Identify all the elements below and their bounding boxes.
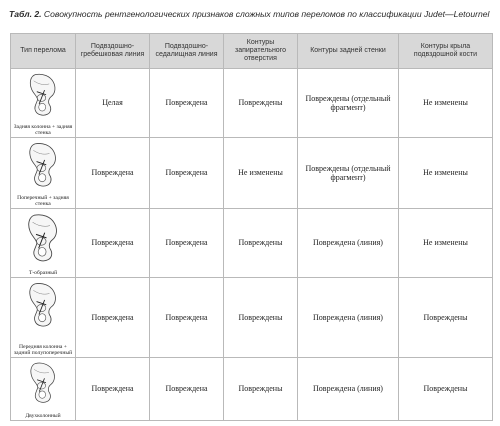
column-header-type: Тип перелома bbox=[11, 34, 76, 69]
table-cell: Повреждена bbox=[150, 69, 224, 138]
pelvis-fracture-icon bbox=[25, 359, 61, 405]
table-cell: Целая bbox=[76, 69, 150, 138]
fracture-type-label: Передняя колонна + задний полупоперечный bbox=[13, 343, 73, 357]
pelvis-fracture-icon bbox=[24, 210, 62, 264]
fracture-type-cell bbox=[11, 138, 76, 209]
fracture-signs-table bbox=[10, 33, 493, 421]
table-cell: Повреждена (линия) bbox=[298, 278, 399, 358]
table-cell: Повреждены (отдельный фрагмент) bbox=[298, 69, 399, 138]
table-cell: Повреждена bbox=[150, 138, 224, 209]
table-row bbox=[11, 69, 493, 138]
table-cell: Повреждены bbox=[224, 69, 298, 138]
table-row bbox=[11, 278, 493, 358]
table-cell: Повреждена bbox=[150, 278, 224, 358]
fracture-type-cell bbox=[11, 209, 76, 278]
table-cell: Не изменены bbox=[399, 69, 493, 138]
fracture-type-label: Т-образный bbox=[28, 270, 58, 277]
table-row bbox=[11, 138, 493, 209]
caption-prefix: Табл. 2. bbox=[9, 9, 42, 19]
fracture-type-cell bbox=[11, 358, 76, 421]
table-cell: Повреждена (линия) bbox=[298, 209, 399, 278]
column-header-iliopectineal: Подвздошно-гребешковая линия bbox=[76, 34, 150, 69]
caption-text: Совокупность рентгенологических признаков сложных типов переломов по классификации Judet—Letournel bbox=[43, 9, 490, 19]
table-cell: Повреждены bbox=[224, 358, 298, 421]
table-cell: Повреждены bbox=[399, 358, 493, 421]
table-cell: Повреждены bbox=[399, 278, 493, 358]
fracture-type-label: Двухколонный bbox=[25, 413, 61, 420]
table-cell: Не изменены bbox=[399, 138, 493, 209]
pelvis-fracture-icon bbox=[24, 70, 62, 118]
fracture-type-label: Задняя колонна + задняя стенка bbox=[13, 123, 73, 137]
column-header-posterior-wall: Контуры задней стенки bbox=[298, 34, 399, 69]
fracture-type-cell bbox=[11, 278, 76, 358]
column-header-obturator: Контуры запирательного отверстия bbox=[224, 34, 298, 69]
table-cell: Повреждена (линия) bbox=[298, 358, 399, 421]
column-header-iliac-wing: Контуры крыла подвздошной кости bbox=[399, 34, 493, 69]
table-cell: Повреждены bbox=[224, 209, 298, 278]
table-cell: Повреждена bbox=[150, 358, 224, 421]
fracture-type-label: Поперечный + задняя стенка bbox=[17, 194, 69, 208]
table-cell: Повреждена bbox=[76, 358, 150, 421]
table-cell: Повреждены (отдельный фрагмент) bbox=[298, 138, 399, 209]
table-cell: Повреждена bbox=[76, 278, 150, 358]
table-cell: Повреждена bbox=[76, 209, 150, 278]
table-row bbox=[11, 358, 493, 421]
table-cell: Не изменены bbox=[399, 209, 493, 278]
column-header-ilioischial: Подвздошно-седалищная линия bbox=[150, 34, 224, 69]
table-cell: Повреждена bbox=[150, 209, 224, 278]
table-row bbox=[11, 209, 493, 278]
table-cell: Не изменены bbox=[224, 138, 298, 209]
table-header-row bbox=[11, 34, 493, 69]
table-cell: Повреждены bbox=[224, 278, 298, 358]
fracture-type-cell bbox=[11, 69, 76, 138]
pelvis-fracture-icon bbox=[24, 139, 62, 189]
table-cell: Повреждена bbox=[76, 138, 150, 209]
table-caption bbox=[9, 9, 495, 19]
pelvis-fracture-icon bbox=[24, 279, 62, 329]
